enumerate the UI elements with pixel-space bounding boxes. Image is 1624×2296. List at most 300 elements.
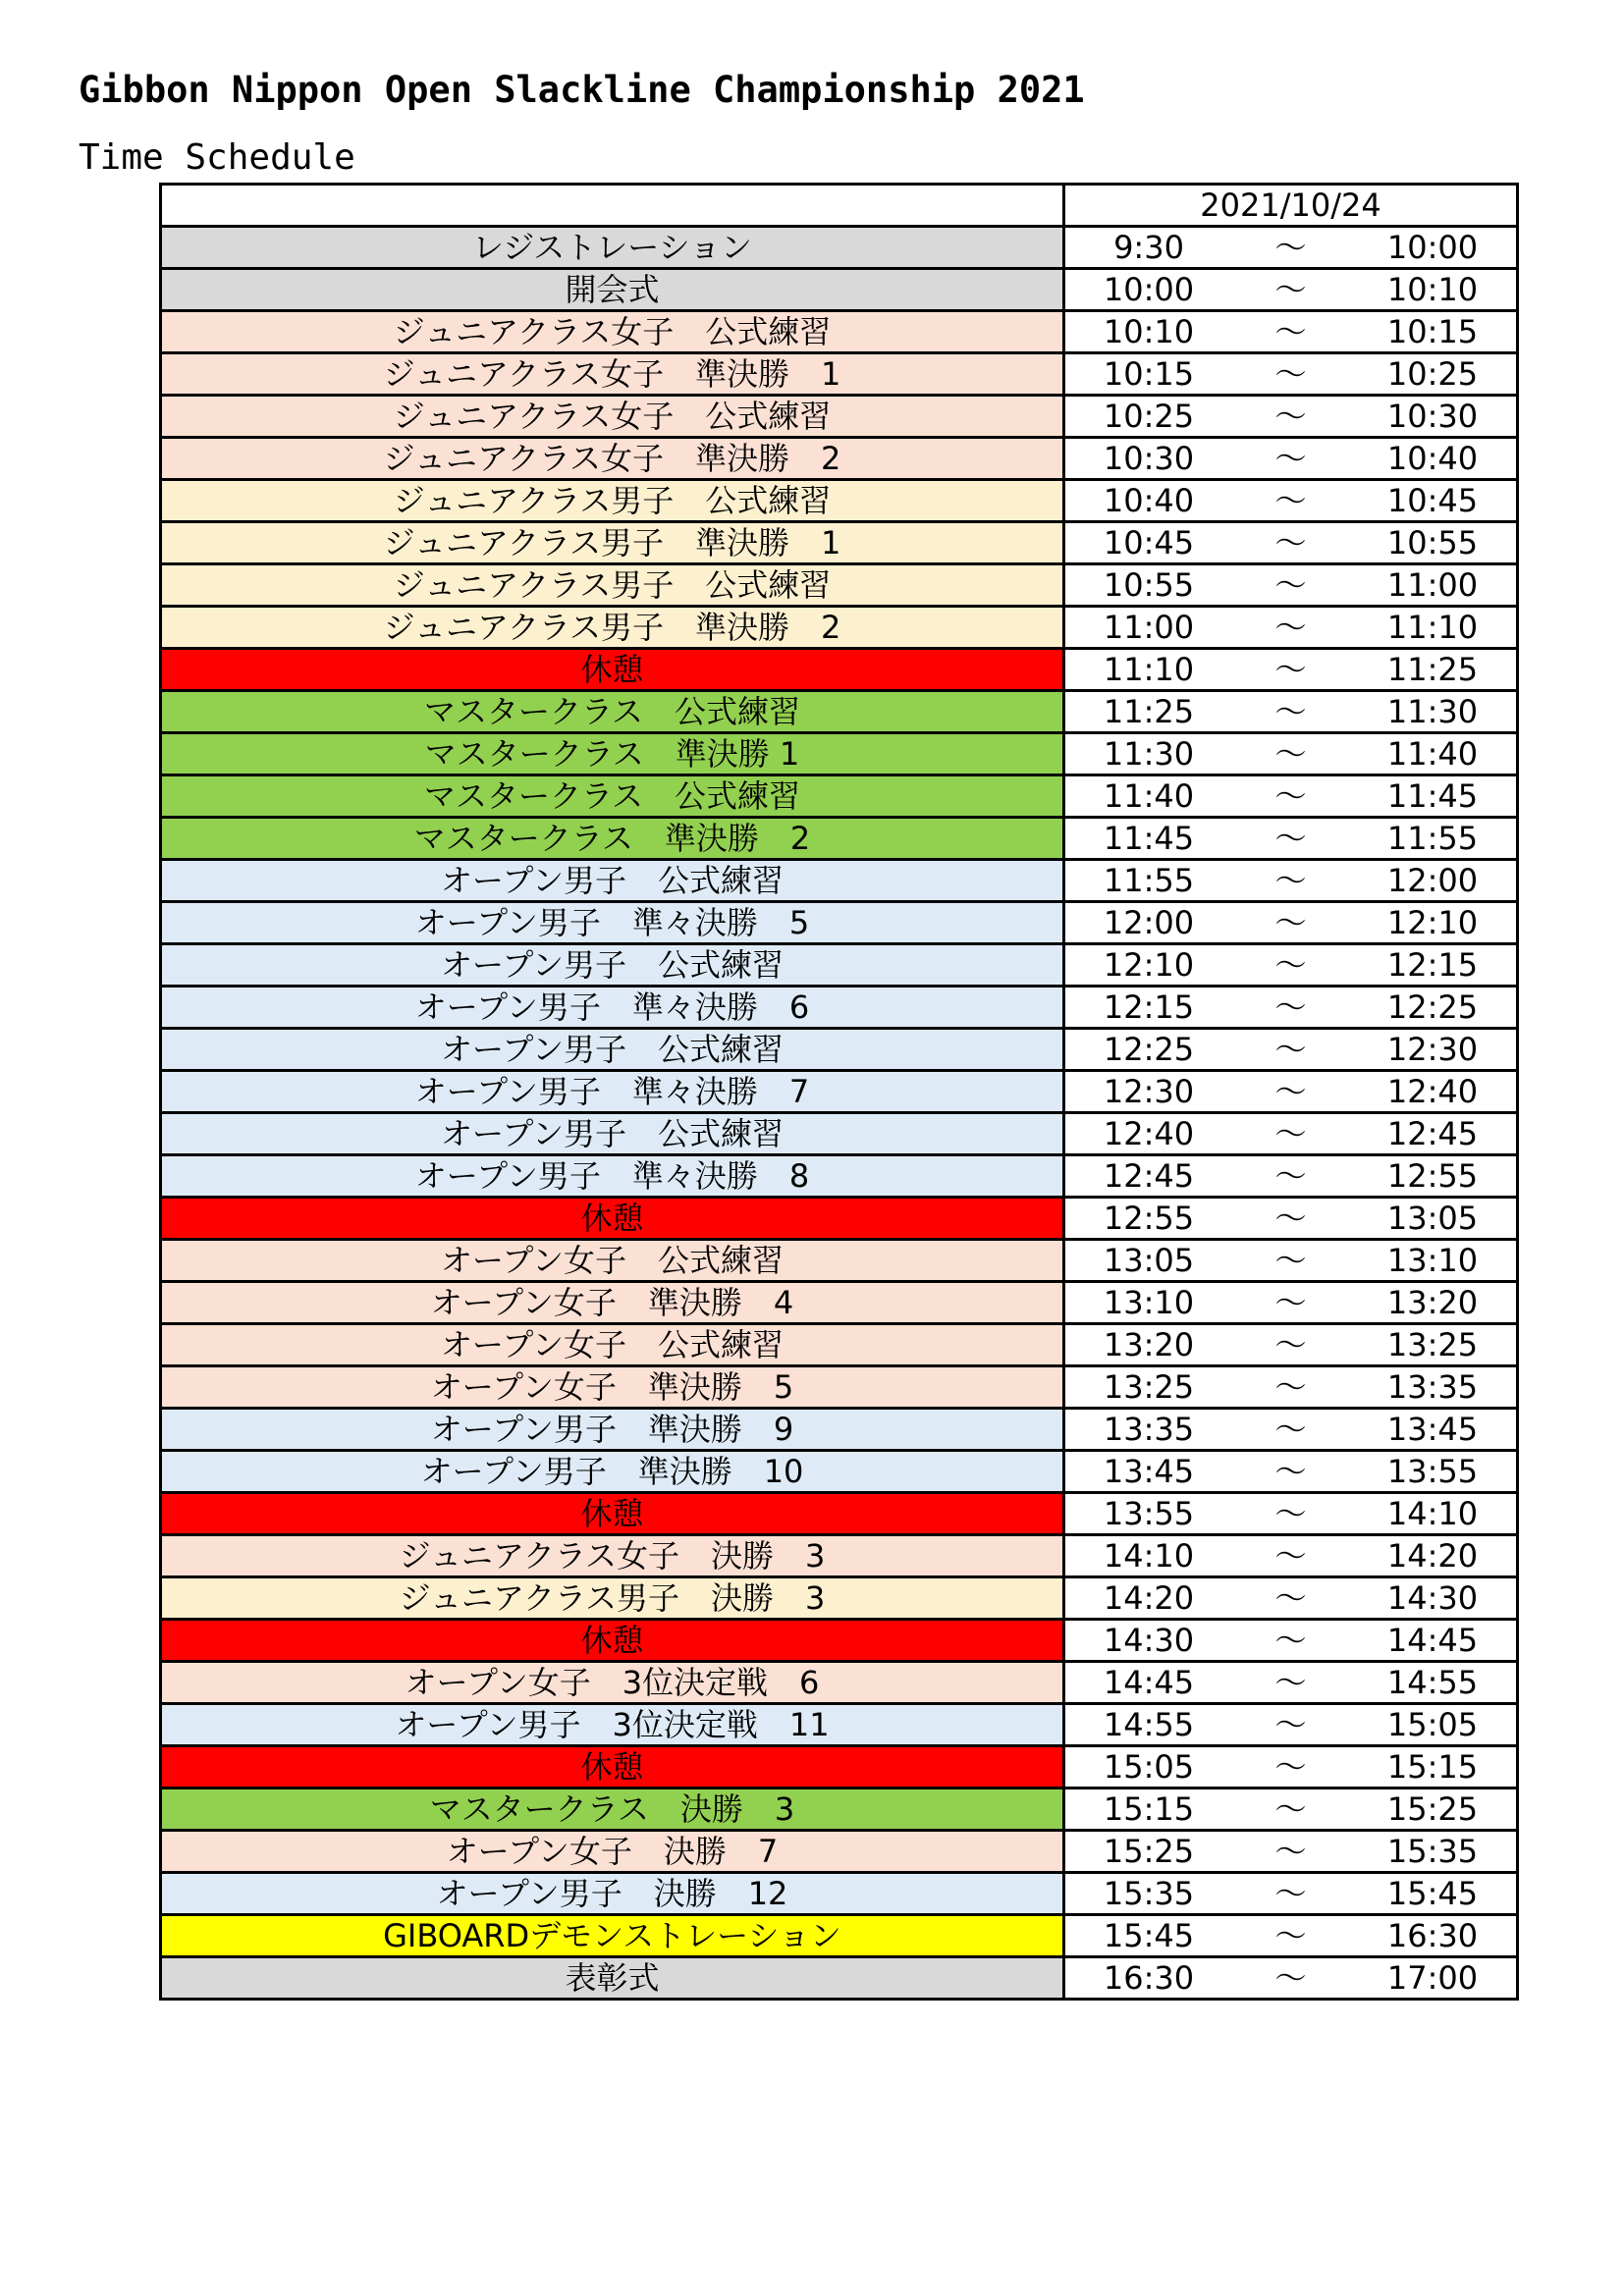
- event-name: オープン女子 公式練習: [161, 1324, 1064, 1366]
- time-separator: ～: [1274, 313, 1307, 350]
- event-name: マスタークラス 準決勝 1: [161, 733, 1064, 775]
- event-name: マスタークラス 公式練習: [161, 775, 1064, 818]
- end-time: 10:45: [1386, 482, 1479, 519]
- event-name: ジュニアクラス女子 公式練習: [161, 311, 1064, 353]
- schedule-row: [161, 649, 1518, 691]
- end-time: 13:25: [1386, 1326, 1479, 1363]
- time-range: [1065, 650, 1516, 689]
- start-time: 11:10: [1103, 651, 1195, 688]
- schedule-row: [161, 860, 1518, 902]
- start-time: 10:25: [1103, 398, 1195, 435]
- time-range: [1065, 776, 1516, 816]
- start-time: 12:30: [1103, 1073, 1195, 1110]
- start-time: 11:25: [1103, 693, 1195, 730]
- time-cell: [1064, 775, 1518, 818]
- event-name: 休憩: [161, 1746, 1064, 1789]
- start-time: 13:35: [1103, 1411, 1195, 1448]
- time-cell: [1064, 227, 1518, 269]
- event-name: オープン男子 準々決勝 6: [161, 987, 1064, 1029]
- end-time: 14:20: [1386, 1537, 1479, 1575]
- time-range: [1065, 1199, 1516, 1238]
- end-time: 14:30: [1386, 1579, 1479, 1617]
- time-cell: [1064, 1831, 1518, 1873]
- end-time: 14:55: [1386, 1664, 1479, 1701]
- end-time: 15:25: [1386, 1790, 1479, 1828]
- start-time: 10:55: [1103, 566, 1195, 604]
- start-time: 14:55: [1103, 1706, 1195, 1743]
- time-cell: [1064, 1155, 1518, 1198]
- event-name: ジュニアクラス女子 準決勝 1: [161, 353, 1064, 396]
- start-time: 14:10: [1103, 1537, 1195, 1575]
- schedule-body: [161, 185, 1518, 2000]
- schedule-row: [161, 353, 1518, 396]
- time-cell: [1064, 1957, 1518, 2000]
- time-separator: ～: [1274, 1242, 1307, 1279]
- time-range: [1065, 819, 1516, 858]
- schedule-row: [161, 987, 1518, 1029]
- schedule-row: [161, 1409, 1518, 1451]
- start-time: 11:55: [1103, 862, 1195, 899]
- time-range: [1065, 1367, 1516, 1407]
- start-time: 15:25: [1103, 1833, 1195, 1870]
- event-name: オープン女子 3位決定戦 6: [161, 1662, 1064, 1704]
- end-time: 13:45: [1386, 1411, 1479, 1448]
- time-separator: ～: [1274, 1284, 1307, 1321]
- schedule-row: [161, 1029, 1518, 1071]
- schedule-date: 2021/10/24: [1064, 185, 1518, 227]
- end-time: 12:55: [1386, 1157, 1479, 1195]
- start-time: 10:00: [1103, 271, 1195, 308]
- event-name: ジュニアクラス女子 決勝 3: [161, 1535, 1064, 1577]
- time-separator: ～: [1274, 1833, 1307, 1870]
- end-time: 11:25: [1386, 651, 1479, 688]
- time-range: [1065, 1789, 1516, 1829]
- time-range: [1065, 1283, 1516, 1322]
- time-cell: [1064, 1282, 1518, 1324]
- time-cell: [1064, 1746, 1518, 1789]
- time-separator: ～: [1274, 1748, 1307, 1786]
- schedule-row: [161, 1873, 1518, 1915]
- time-separator: ～: [1274, 1917, 1307, 1954]
- time-cell: [1064, 438, 1518, 480]
- time-separator: ～: [1274, 609, 1307, 646]
- start-time: 12:15: [1103, 988, 1195, 1026]
- event-name: ジュニアクラス男子 準決勝 2: [161, 607, 1064, 649]
- event-name: 開会式: [161, 269, 1064, 311]
- end-time: 14:10: [1386, 1495, 1479, 1532]
- schedule-row: [161, 564, 1518, 607]
- time-range: [1065, 312, 1516, 351]
- start-time: 12:40: [1103, 1115, 1195, 1152]
- end-time: 12:10: [1386, 904, 1479, 941]
- start-time: 12:00: [1103, 904, 1195, 941]
- end-time: 10:10: [1386, 271, 1479, 308]
- start-time: 16:30: [1103, 1959, 1195, 1997]
- end-time: 10:15: [1386, 313, 1479, 350]
- schedule-row: [161, 438, 1518, 480]
- time-separator: ～: [1274, 651, 1307, 688]
- time-cell: [1064, 269, 1518, 311]
- end-time: 15:35: [1386, 1833, 1479, 1870]
- schedule-row: [161, 1662, 1518, 1704]
- schedule-row: [161, 396, 1518, 438]
- start-time: 11:00: [1103, 609, 1195, 646]
- time-separator: ～: [1274, 862, 1307, 899]
- time-cell: [1064, 1662, 1518, 1704]
- end-time: 10:25: [1386, 355, 1479, 393]
- event-name: マスタークラス 決勝 3: [161, 1789, 1064, 1831]
- schedule-row: [161, 480, 1518, 522]
- schedule-row: [161, 691, 1518, 733]
- time-cell: [1064, 1029, 1518, 1071]
- event-name: オープン女子 準決勝 5: [161, 1366, 1064, 1409]
- event-name: オープン男子 準々決勝 8: [161, 1155, 1064, 1198]
- schedule-row: [161, 902, 1518, 944]
- schedule-row: [161, 1620, 1518, 1662]
- time-separator: ～: [1274, 1073, 1307, 1110]
- end-time: 12:25: [1386, 988, 1479, 1026]
- time-cell: [1064, 1620, 1518, 1662]
- event-name: ジュニアクラス男子 公式練習: [161, 564, 1064, 607]
- time-range: [1065, 354, 1516, 394]
- time-range: [1065, 608, 1516, 647]
- time-separator: ～: [1274, 566, 1307, 604]
- event-name: 休憩: [161, 1620, 1064, 1662]
- event-name: マスタークラス 公式練習: [161, 691, 1064, 733]
- time-cell: [1064, 860, 1518, 902]
- end-time: 13:05: [1386, 1200, 1479, 1237]
- schedule-row: [161, 1113, 1518, 1155]
- schedule-row: [161, 1493, 1518, 1535]
- time-cell: [1064, 522, 1518, 564]
- start-time: 12:25: [1103, 1031, 1195, 1068]
- start-time: 13:10: [1103, 1284, 1195, 1321]
- event-name: オープン男子 準決勝 10: [161, 1451, 1064, 1493]
- time-separator: ～: [1274, 1495, 1307, 1532]
- time-range: [1065, 1663, 1516, 1702]
- start-time: 10:10: [1103, 313, 1195, 350]
- document-subtitle: Time Schedule: [79, 137, 355, 178]
- time-range: [1065, 1410, 1516, 1449]
- schedule-row: [161, 1240, 1518, 1282]
- schedule-row: [161, 1366, 1518, 1409]
- time-range: [1065, 397, 1516, 436]
- event-name: オープン男子 決勝 12: [161, 1873, 1064, 1915]
- schedule-row: [161, 1831, 1518, 1873]
- end-time: 11:30: [1386, 693, 1479, 730]
- start-time: 15:05: [1103, 1748, 1195, 1786]
- time-cell: [1064, 1873, 1518, 1915]
- event-name: ジュニアクラス男子 準決勝 1: [161, 522, 1064, 564]
- event-name: ジュニアクラス男子 公式練習: [161, 480, 1064, 522]
- event-name: 休憩: [161, 1198, 1064, 1240]
- schedule-row: [161, 1704, 1518, 1746]
- time-range: [1065, 903, 1516, 942]
- header-blank-cell: [161, 185, 1064, 227]
- time-separator: ～: [1274, 735, 1307, 773]
- start-time: 10:45: [1103, 524, 1195, 561]
- end-time: 10:55: [1386, 524, 1479, 561]
- end-time: 11:55: [1386, 820, 1479, 857]
- time-separator: ～: [1274, 1537, 1307, 1575]
- end-time: 12:30: [1386, 1031, 1479, 1068]
- time-range: [1065, 1452, 1516, 1491]
- schedule-row: [161, 1535, 1518, 1577]
- end-time: 12:45: [1386, 1115, 1479, 1152]
- time-range: [1065, 439, 1516, 478]
- time-cell: [1064, 733, 1518, 775]
- start-time: 11:40: [1103, 777, 1195, 815]
- schedule-row: [161, 311, 1518, 353]
- schedule-row: [161, 944, 1518, 987]
- event-name: オープン女子 決勝 7: [161, 1831, 1064, 1873]
- time-separator: ～: [1274, 1790, 1307, 1828]
- event-name: マスタークラス 準決勝 2: [161, 818, 1064, 860]
- time-separator: ～: [1274, 271, 1307, 308]
- time-separator: ～: [1274, 1326, 1307, 1363]
- start-time: 13:20: [1103, 1326, 1195, 1363]
- time-range: [1065, 523, 1516, 562]
- event-name: 表彰式: [161, 1957, 1064, 2000]
- schedule-row: [161, 1789, 1518, 1831]
- time-cell: [1064, 1324, 1518, 1366]
- schedule-row: [161, 1198, 1518, 1240]
- start-time: 10:30: [1103, 440, 1195, 477]
- schedule-row: [161, 1746, 1518, 1789]
- event-name: 休憩: [161, 649, 1064, 691]
- time-cell: [1064, 1789, 1518, 1831]
- event-name: オープン男子 準々決勝 7: [161, 1071, 1064, 1113]
- event-name: オープン女子 公式練習: [161, 1240, 1064, 1282]
- time-cell: [1064, 353, 1518, 396]
- end-time: 15:45: [1386, 1875, 1479, 1912]
- time-cell: [1064, 1198, 1518, 1240]
- event-name: GIBOARDデモンストレーション: [161, 1915, 1064, 1957]
- event-name: オープン男子 公式練習: [161, 860, 1064, 902]
- start-time: 13:55: [1103, 1495, 1195, 1532]
- time-separator: ～: [1274, 1115, 1307, 1152]
- time-range: [1065, 1494, 1516, 1533]
- time-cell: [1064, 1409, 1518, 1451]
- start-time: 14:30: [1103, 1622, 1195, 1659]
- time-cell: [1064, 902, 1518, 944]
- start-time: 13:45: [1103, 1453, 1195, 1490]
- time-separator: ～: [1274, 524, 1307, 561]
- time-separator: ～: [1274, 482, 1307, 519]
- start-time: 9:30: [1113, 229, 1184, 266]
- event-name: ジュニアクラス女子 公式練習: [161, 396, 1064, 438]
- time-range: [1065, 481, 1516, 520]
- time-separator: ～: [1274, 1453, 1307, 1490]
- start-time: 14:45: [1103, 1664, 1195, 1701]
- end-time: 10:30: [1386, 398, 1479, 435]
- end-time: 10:00: [1386, 229, 1479, 266]
- end-time: 17:00: [1386, 1959, 1479, 1997]
- time-cell: [1064, 1577, 1518, 1620]
- time-range: [1065, 1114, 1516, 1153]
- time-separator: ～: [1274, 1706, 1307, 1743]
- end-time: 13:20: [1386, 1284, 1479, 1321]
- time-range: [1065, 1916, 1516, 1955]
- time-separator: ～: [1274, 1959, 1307, 1997]
- schedule-row: [161, 1577, 1518, 1620]
- start-time: 10:40: [1103, 482, 1195, 519]
- time-separator: ～: [1274, 1622, 1307, 1659]
- schedule-row: [161, 1451, 1518, 1493]
- start-time: 13:25: [1103, 1368, 1195, 1406]
- end-time: 11:45: [1386, 777, 1479, 815]
- schedule-row: [161, 269, 1518, 311]
- time-cell: [1064, 1366, 1518, 1409]
- schedule-row: [161, 227, 1518, 269]
- end-time: 12:40: [1386, 1073, 1479, 1110]
- event-name: レジストレーション: [161, 227, 1064, 269]
- time-range: [1065, 228, 1516, 267]
- end-time: 15:05: [1386, 1706, 1479, 1743]
- time-cell: [1064, 1451, 1518, 1493]
- start-time: 10:15: [1103, 355, 1195, 393]
- event-name: オープン男子 準々決勝 5: [161, 902, 1064, 944]
- time-separator: ～: [1274, 946, 1307, 984]
- end-time: 11:40: [1386, 735, 1479, 773]
- time-range: [1065, 1621, 1516, 1660]
- time-separator: ～: [1274, 1157, 1307, 1195]
- start-time: 14:20: [1103, 1579, 1195, 1617]
- time-separator: ～: [1274, 1411, 1307, 1448]
- time-cell: [1064, 1704, 1518, 1746]
- document-title: Gibbon Nippon Open Slackline Championship 2021: [79, 69, 1085, 111]
- end-time: 15:15: [1386, 1748, 1479, 1786]
- end-time: 13:35: [1386, 1368, 1479, 1406]
- end-time: 14:45: [1386, 1622, 1479, 1659]
- end-time: 10:40: [1386, 440, 1479, 477]
- schedule-table: [159, 183, 1519, 2001]
- time-range: [1065, 945, 1516, 985]
- time-range: [1065, 1030, 1516, 1069]
- time-cell: [1064, 1240, 1518, 1282]
- time-range: [1065, 988, 1516, 1027]
- time-separator: ～: [1274, 693, 1307, 730]
- schedule-row: [161, 733, 1518, 775]
- event-name: オープン男子 準決勝 9: [161, 1409, 1064, 1451]
- time-range: [1065, 1156, 1516, 1196]
- time-cell: [1064, 1535, 1518, 1577]
- schedule-row: [161, 1282, 1518, 1324]
- time-separator: ～: [1274, 777, 1307, 815]
- start-time: 13:05: [1103, 1242, 1195, 1279]
- time-cell: [1064, 818, 1518, 860]
- end-time: 12:15: [1386, 946, 1479, 984]
- start-time: 11:30: [1103, 735, 1195, 773]
- time-range: [1065, 861, 1516, 900]
- time-range: [1065, 1832, 1516, 1871]
- event-name: オープン男子 公式練習: [161, 944, 1064, 987]
- time-cell: [1064, 1071, 1518, 1113]
- start-time: 12:45: [1103, 1157, 1195, 1195]
- time-cell: [1064, 1493, 1518, 1535]
- time-range: [1065, 1705, 1516, 1744]
- event-name: 休憩: [161, 1493, 1064, 1535]
- time-cell: [1064, 396, 1518, 438]
- time-cell: [1064, 987, 1518, 1029]
- time-separator: ～: [1274, 904, 1307, 941]
- time-separator: ～: [1274, 398, 1307, 435]
- start-time: 15:35: [1103, 1875, 1195, 1912]
- time-separator: ～: [1274, 355, 1307, 393]
- time-cell: [1064, 480, 1518, 522]
- time-cell: [1064, 691, 1518, 733]
- time-separator: ～: [1274, 988, 1307, 1026]
- time-cell: [1064, 1113, 1518, 1155]
- time-cell: [1064, 564, 1518, 607]
- start-time: 15:15: [1103, 1790, 1195, 1828]
- time-range: [1065, 734, 1516, 774]
- time-cell: [1064, 944, 1518, 987]
- time-separator: ～: [1274, 820, 1307, 857]
- event-name: ジュニアクラス女子 準決勝 2: [161, 438, 1064, 480]
- event-name: オープン男子 公式練習: [161, 1113, 1064, 1155]
- end-time: 13:10: [1386, 1242, 1479, 1279]
- end-time: 12:00: [1386, 862, 1479, 899]
- schedule-row: [161, 1324, 1518, 1366]
- time-cell: [1064, 607, 1518, 649]
- schedule-row: [161, 522, 1518, 564]
- time-separator: ～: [1274, 1664, 1307, 1701]
- time-range: [1065, 1747, 1516, 1787]
- end-time: 11:10: [1386, 609, 1479, 646]
- time-range: [1065, 1874, 1516, 1913]
- event-name: オープン男子 3位決定戦 11: [161, 1704, 1064, 1746]
- time-cell: [1064, 1915, 1518, 1957]
- start-time: 11:45: [1103, 820, 1195, 857]
- time-separator: ～: [1274, 440, 1307, 477]
- schedule-row: [161, 607, 1518, 649]
- time-cell: [1064, 311, 1518, 353]
- time-separator: ～: [1274, 1031, 1307, 1068]
- time-separator: ～: [1274, 1368, 1307, 1406]
- event-name: ジュニアクラス男子 決勝 3: [161, 1577, 1064, 1620]
- event-name: オープン女子 準決勝 4: [161, 1282, 1064, 1324]
- time-separator: ～: [1274, 1200, 1307, 1237]
- start-time: 12:55: [1103, 1200, 1195, 1237]
- time-separator: ～: [1274, 1875, 1307, 1912]
- header-row: [161, 185, 1518, 227]
- event-name: オープン男子 公式練習: [161, 1029, 1064, 1071]
- time-range: [1065, 1536, 1516, 1575]
- time-cell: [1064, 649, 1518, 691]
- time-range: [1065, 1325, 1516, 1364]
- start-time: 12:10: [1103, 946, 1195, 984]
- schedule-row: [161, 775, 1518, 818]
- time-range: [1065, 1958, 1516, 1998]
- end-time: 13:55: [1386, 1453, 1479, 1490]
- start-time: 15:45: [1103, 1917, 1195, 1954]
- schedule-row: [161, 1071, 1518, 1113]
- time-separator: ～: [1274, 229, 1307, 266]
- schedule-row: [161, 1957, 1518, 2000]
- end-time: 16:30: [1386, 1917, 1479, 1954]
- end-time: 11:00: [1386, 566, 1479, 604]
- time-range: [1065, 1241, 1516, 1280]
- time-range: [1065, 1578, 1516, 1618]
- time-separator: ～: [1274, 1579, 1307, 1617]
- schedule-row: [161, 818, 1518, 860]
- schedule-row: [161, 1915, 1518, 1957]
- time-range: [1065, 565, 1516, 605]
- schedule-row: [161, 1155, 1518, 1198]
- time-range: [1065, 1072, 1516, 1111]
- time-range: [1065, 270, 1516, 309]
